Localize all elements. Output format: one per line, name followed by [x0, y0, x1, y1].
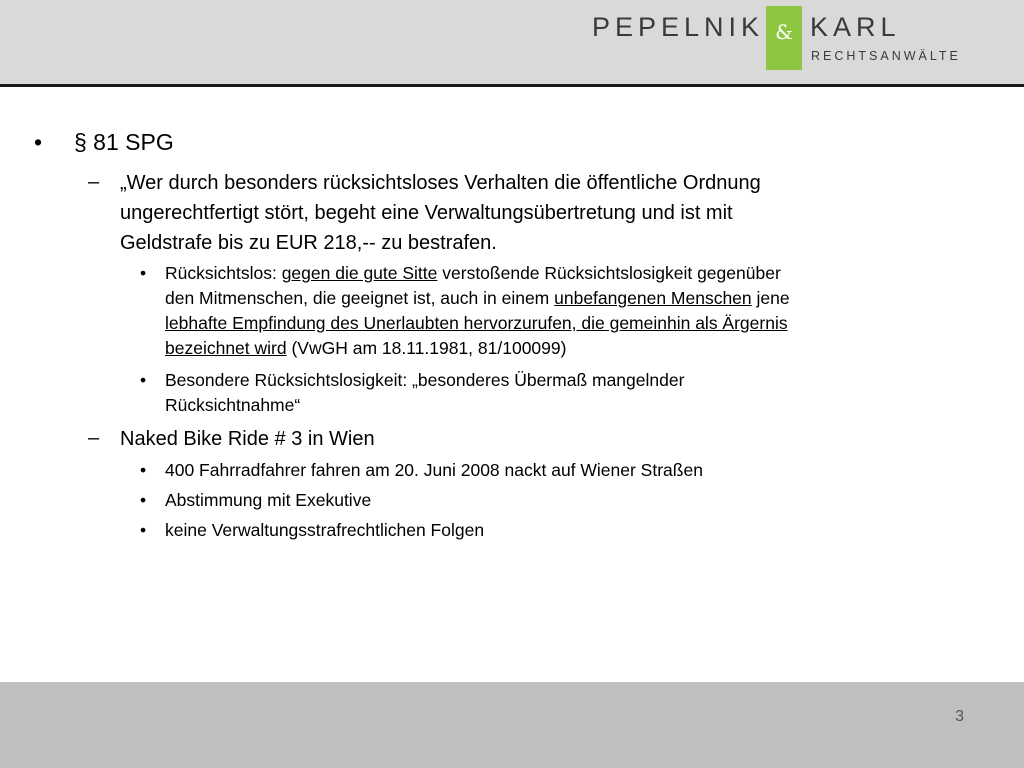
definition-line [165, 263, 781, 284]
special-line: Besondere Rücksichtslosigkeit: „besonderes Übermaß mangelnder [165, 370, 685, 390]
definition-text: verstoßende Rücksichtslosigkeit gegenüber [437, 263, 781, 283]
definition-link-menschen: unbefangenen Menschen [554, 288, 752, 308]
quote-line: ungerechtfertigt stört, begeht eine Verwaltungsübertretung und ist mit [120, 202, 733, 224]
footer-bar [0, 682, 1024, 768]
bullet-marker: • [140, 370, 147, 390]
dash-marker: – [88, 171, 100, 193]
definition-prefix: Rücksichtslos: [165, 263, 282, 283]
special-line: Rücksichtnahme“ [165, 395, 301, 415]
header-bar [0, 0, 1024, 87]
page-number: 3 [955, 708, 964, 725]
definition-citation: (VwGH am 18.11.1981, 81/100099) [286, 338, 567, 358]
dash-marker: – [88, 427, 100, 449]
quote-line: Geldstrafe bis zu EUR 218,-- zu bestrafen. [120, 232, 497, 254]
example-item: 400 Fahrradfahrer fahren am 20. Juni 2008 nackt auf Wiener Straßen [165, 460, 703, 480]
definition-text: jene [751, 288, 790, 308]
definition-line [165, 288, 790, 309]
heading-item: § 81 SPG [74, 129, 174, 155]
quote-line: „Wer durch besonders rücksichtsloses Verhalten die öffentliche Ordnung [120, 172, 761, 194]
bullet-marker: • [140, 490, 147, 510]
bullet-marker: • [34, 129, 43, 155]
logo-subtitle: RECHTSANWÄLTE [811, 49, 961, 63]
logo-name-left: PEPELNIK [591, 12, 764, 42]
logo-name-right: KARL [810, 12, 901, 42]
bullet-marker: • [140, 460, 147, 480]
definition-line [165, 313, 788, 334]
definition-text: den Mitmenschen, die geeignet ist, auch in einem [165, 288, 555, 308]
definition-line [165, 338, 566, 359]
example-item: Abstimmung mit Exekutive [165, 490, 372, 510]
bullet-marker: • [140, 520, 147, 540]
definition-link-gute-sitte: gegen die gute Sitte [281, 263, 438, 283]
example-item: keine Verwaltungsstrafrechtlichen Folgen [165, 520, 485, 540]
definition-link-bezeichnet: bezeichnet wird [165, 338, 287, 358]
logo-ampersand: & [775, 20, 793, 44]
example-title: Naked Bike Ride # 3 in Wien [120, 428, 375, 450]
definition-link-empfindung: lebhafte Empfindung des Unerlaubten hervorzurufen, die gemeinhin als Ärgernis [165, 313, 788, 333]
bullet-marker: • [140, 263, 147, 283]
